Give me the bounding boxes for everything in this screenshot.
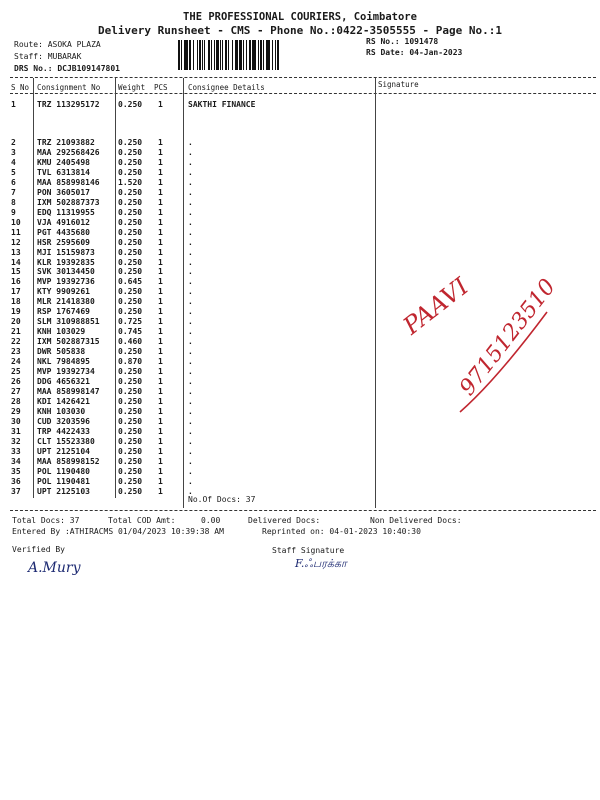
row-consignee: . bbox=[188, 307, 193, 317]
row-weight: 0.250 bbox=[118, 367, 143, 377]
table-row bbox=[0, 100, 600, 110]
row-consignment: PON 3605017 bbox=[37, 187, 90, 197]
row-pcs: 1 bbox=[158, 486, 163, 496]
row-sno: 22 bbox=[11, 337, 21, 347]
row-consignee: . bbox=[188, 337, 193, 347]
row-weight: 0.250 bbox=[118, 347, 143, 357]
row-consignee: . bbox=[188, 436, 193, 446]
row-pcs: 1 bbox=[158, 357, 163, 367]
row-weight: 0.250 bbox=[118, 267, 143, 277]
staff-signature: F.ஃபரக்கா bbox=[295, 557, 347, 570]
row-sno: 10 bbox=[11, 217, 21, 227]
handwritten-underline bbox=[455, 300, 555, 420]
row-weight: 0.250 bbox=[118, 456, 143, 466]
table-row bbox=[0, 287, 600, 297]
row-consignee: . bbox=[188, 257, 193, 267]
row-consignment: KDI 1426421 bbox=[37, 396, 90, 406]
row-consignee: . bbox=[188, 446, 193, 456]
row-consignee: . bbox=[188, 197, 193, 207]
row-sno: 26 bbox=[11, 377, 21, 387]
row-consignee: . bbox=[188, 187, 193, 197]
row-weight: 0.250 bbox=[118, 197, 143, 207]
row-sno: 24 bbox=[11, 357, 21, 367]
row-consignment: POL 1190481 bbox=[37, 476, 90, 486]
table-row bbox=[0, 138, 600, 148]
row-consignment: TVL 6313814 bbox=[37, 167, 90, 177]
row-consignment: IXM 502887315 bbox=[37, 337, 100, 347]
row-pcs: 1 bbox=[158, 287, 163, 297]
row-sno: 7 bbox=[11, 187, 16, 197]
col-header-weight: Weight bbox=[118, 83, 146, 92]
row-weight: 0.250 bbox=[118, 436, 143, 446]
row-consignee: . bbox=[188, 177, 193, 187]
row-weight: 0.250 bbox=[118, 100, 143, 109]
row-pcs: 1 bbox=[158, 456, 163, 466]
table-row bbox=[0, 437, 600, 447]
row-pcs: 1 bbox=[158, 476, 163, 486]
row-weight: 0.250 bbox=[118, 167, 143, 177]
row-sno: 11 bbox=[11, 227, 21, 237]
row-consignment: MAA 858998152 bbox=[37, 456, 100, 466]
rs-date: RS Date: 04-Jan-2023 bbox=[366, 48, 463, 57]
row-weight: 0.250 bbox=[118, 466, 143, 476]
row-sno: 9 bbox=[11, 207, 16, 217]
table-row bbox=[0, 168, 600, 178]
runsheet-title: Delivery Runsheet - CMS - Phone No.:0422-3505555 - Page No.:1 bbox=[98, 24, 502, 37]
row-consignment: DDG 4656321 bbox=[37, 377, 90, 387]
table-row bbox=[0, 487, 600, 497]
row-weight: 0.250 bbox=[118, 247, 143, 257]
row-consignee: . bbox=[188, 147, 193, 157]
row-sno: 8 bbox=[11, 197, 16, 207]
row-pcs: 1 bbox=[158, 157, 163, 167]
row-sno: 18 bbox=[11, 297, 21, 307]
row-weight: 0.645 bbox=[118, 277, 143, 287]
row-consignee: . bbox=[188, 456, 193, 466]
row-pcs: 1 bbox=[158, 436, 163, 446]
row-weight: 0.870 bbox=[118, 357, 143, 367]
row-sno: 34 bbox=[11, 456, 21, 466]
row-consignee: . bbox=[188, 247, 193, 257]
row-weight: 0.250 bbox=[118, 377, 143, 387]
row-consignment: CLT 15523380 bbox=[37, 436, 95, 446]
row-consignee: . bbox=[188, 227, 193, 237]
row-weight: 0.250 bbox=[118, 387, 143, 396]
row-consignee: . bbox=[188, 138, 193, 147]
total-cod-value: 0.00 bbox=[201, 516, 221, 525]
row-weight: 0.250 bbox=[118, 257, 143, 267]
row-consignment: EDQ 11319955 bbox=[37, 207, 95, 217]
row-sno: 3 bbox=[11, 147, 16, 157]
table-row bbox=[0, 148, 600, 158]
col-header-sno: S No bbox=[11, 83, 30, 92]
row-sno: 12 bbox=[11, 237, 21, 247]
row-consignment: POL 1190480 bbox=[37, 466, 90, 476]
row-weight: 0.745 bbox=[118, 327, 143, 337]
row-consignment: MVP 19392734 bbox=[37, 367, 95, 377]
row-sno: 35 bbox=[11, 466, 21, 476]
row-pcs: 1 bbox=[158, 416, 163, 426]
header-top-rule bbox=[10, 77, 596, 78]
row-pcs: 1 bbox=[158, 317, 163, 327]
row-consignment: KNH 103029 bbox=[37, 327, 86, 337]
row-pcs: 1 bbox=[158, 367, 163, 377]
row-sno: 6 bbox=[11, 177, 16, 187]
row-pcs: 1 bbox=[158, 100, 163, 109]
row-pcs: 1 bbox=[158, 387, 163, 396]
table-row bbox=[0, 238, 600, 248]
row-pcs: 1 bbox=[158, 207, 163, 217]
row-weight: 0.250 bbox=[118, 297, 143, 307]
entered-by: Entered By :ATHIRACMS 01/04/2023 10:39:38 AM bbox=[12, 527, 224, 536]
row-pcs: 1 bbox=[158, 307, 163, 317]
row-weight: 0.725 bbox=[118, 317, 143, 327]
row-sno: 33 bbox=[11, 446, 21, 456]
row-sno: 36 bbox=[11, 476, 21, 486]
row-consignment: RSP 1767469 bbox=[37, 307, 90, 317]
row-consignee: . bbox=[188, 387, 193, 396]
row-pcs: 1 bbox=[158, 466, 163, 476]
row-consignment: KMU 2405498 bbox=[37, 157, 90, 167]
row-sno: 20 bbox=[11, 317, 21, 327]
verified-by-label: Verified By bbox=[12, 545, 65, 554]
row-pcs: 1 bbox=[158, 426, 163, 436]
row-pcs: 1 bbox=[158, 277, 163, 287]
non-delivered-docs: Non Delivered Docs: bbox=[370, 516, 462, 525]
row-sno: 16 bbox=[11, 277, 21, 287]
table-row bbox=[0, 477, 600, 487]
row-weight: 0.250 bbox=[118, 237, 143, 247]
row-sno: 4 bbox=[11, 157, 16, 167]
row-consignment: TRZ 113295172 bbox=[37, 100, 100, 109]
row-consignee: . bbox=[188, 327, 193, 337]
row-consignee: . bbox=[188, 277, 193, 287]
row-sno: 32 bbox=[11, 436, 21, 446]
row-pcs: 1 bbox=[158, 257, 163, 267]
row-consignment: SLM 310988851 bbox=[37, 317, 100, 327]
table-row bbox=[0, 218, 600, 228]
row-pcs: 1 bbox=[158, 446, 163, 456]
table-row bbox=[0, 457, 600, 467]
row-consignee: . bbox=[188, 237, 193, 247]
row-sno: 37 bbox=[11, 486, 21, 496]
row-weight: 0.250 bbox=[118, 406, 143, 416]
row-consignee: . bbox=[188, 167, 193, 177]
table-row bbox=[0, 208, 600, 218]
row-sno: 27 bbox=[11, 387, 21, 396]
verified-signature: A.Mury bbox=[28, 560, 81, 576]
row-consignment: MAA 858998146 bbox=[37, 177, 100, 187]
row-sno: 19 bbox=[11, 307, 21, 317]
row-weight: 0.250 bbox=[118, 287, 143, 297]
row-consignment: IXM 502887373 bbox=[37, 197, 100, 207]
row-consignee: SAKTHI FINANCE bbox=[188, 100, 256, 109]
barcode bbox=[178, 40, 356, 70]
row-sno: 14 bbox=[11, 257, 21, 267]
row-consignment: MLR 21418380 bbox=[37, 297, 95, 307]
reprinted-on: Reprinted on: 04-01-2023 10:40:30 bbox=[262, 527, 421, 536]
no-of-docs: No.Of Docs: 37 bbox=[188, 495, 256, 504]
drs-number: DRS No.: DCJB109147801 bbox=[14, 64, 120, 73]
route-label: Route: ASOKA PLAZA bbox=[14, 40, 101, 49]
row-weight: 0.250 bbox=[118, 138, 143, 147]
row-sno: 28 bbox=[11, 396, 21, 406]
row-pcs: 1 bbox=[158, 337, 163, 347]
row-consignee: . bbox=[188, 377, 193, 387]
row-consignment: CUD 3203596 bbox=[37, 416, 90, 426]
row-weight: 0.250 bbox=[118, 426, 143, 436]
row-consignee: . bbox=[188, 416, 193, 426]
row-consignee: . bbox=[188, 347, 193, 357]
row-consignment: MAA 292568426 bbox=[37, 147, 100, 157]
row-sno: 21 bbox=[11, 327, 21, 337]
total-docs: Total Docs: 37 bbox=[12, 516, 80, 525]
row-pcs: 1 bbox=[158, 396, 163, 406]
row-consignment: NKL 7984895 bbox=[37, 357, 90, 367]
row-sno: 31 bbox=[11, 426, 21, 436]
row-consignment: SVK 30134450 bbox=[37, 267, 95, 277]
row-pcs: 1 bbox=[158, 177, 163, 187]
row-consignment: HSR 2595609 bbox=[37, 237, 90, 247]
row-consignee: . bbox=[188, 476, 193, 486]
row-pcs: 1 bbox=[158, 347, 163, 357]
handwritten-name: PAAVI bbox=[398, 272, 474, 341]
row-sno: 1 bbox=[11, 100, 16, 109]
row-consignment: UPT 2125104 bbox=[37, 446, 90, 456]
row-sno: 2 bbox=[11, 138, 16, 147]
row-consignment: KNH 103030 bbox=[37, 406, 86, 416]
row-sno: 15 bbox=[11, 267, 21, 277]
row-sno: 25 bbox=[11, 367, 21, 377]
table-row bbox=[0, 188, 600, 198]
staff-signature-label: Staff Signature bbox=[272, 546, 345, 555]
row-consignment: KTY 9909261 bbox=[37, 287, 90, 297]
row-consignee: . bbox=[188, 466, 193, 476]
col-header-details: Consignee Details bbox=[188, 83, 265, 92]
table-row bbox=[0, 178, 600, 188]
row-consignee: . bbox=[188, 207, 193, 217]
footer-rule bbox=[10, 510, 596, 511]
row-consignee: . bbox=[188, 367, 193, 377]
row-consignee: . bbox=[188, 157, 193, 167]
row-sno: 23 bbox=[11, 347, 21, 357]
row-pcs: 1 bbox=[158, 247, 163, 257]
row-weight: 0.250 bbox=[118, 187, 143, 197]
barcode-bar bbox=[279, 40, 282, 70]
row-weight: 0.250 bbox=[118, 486, 143, 496]
row-consignment: UPT 2125103 bbox=[37, 486, 90, 496]
header-bottom-rule bbox=[10, 93, 596, 94]
row-consignment: MVP 19392736 bbox=[37, 277, 95, 287]
row-consignee: . bbox=[188, 406, 193, 416]
row-pcs: 1 bbox=[158, 406, 163, 416]
row-weight: 0.250 bbox=[118, 446, 143, 456]
row-sno: 29 bbox=[11, 406, 21, 416]
row-consignment: MJI 15159873 bbox=[37, 247, 95, 257]
rs-number: RS No.: 1091478 bbox=[366, 37, 439, 46]
row-consignee: . bbox=[188, 357, 193, 367]
row-weight: 1.520 bbox=[118, 177, 143, 187]
row-consignee: . bbox=[188, 217, 193, 227]
row-sno: 17 bbox=[11, 287, 21, 297]
row-weight: 0.250 bbox=[118, 147, 143, 157]
delivered-docs: Delivered Docs: bbox=[248, 516, 321, 525]
row-consignment: PGT 4435680 bbox=[37, 227, 90, 237]
row-pcs: 1 bbox=[158, 237, 163, 247]
row-pcs: 1 bbox=[158, 267, 163, 277]
col-header-signature: Signature bbox=[378, 80, 419, 89]
row-weight: 0.250 bbox=[118, 396, 143, 406]
row-sno: 30 bbox=[11, 416, 21, 426]
table-row bbox=[0, 248, 600, 258]
row-pcs: 1 bbox=[158, 377, 163, 387]
row-weight: 0.250 bbox=[118, 416, 143, 426]
row-consignment: KLR 19392835 bbox=[37, 257, 95, 267]
row-consignee: . bbox=[188, 486, 193, 496]
table-row bbox=[0, 198, 600, 208]
col-header-pcs: PCS bbox=[154, 83, 168, 92]
row-consignee: . bbox=[188, 297, 193, 307]
row-weight: 0.250 bbox=[118, 476, 143, 486]
row-weight: 0.250 bbox=[118, 217, 143, 227]
table-row bbox=[0, 228, 600, 238]
row-weight: 0.250 bbox=[118, 307, 143, 317]
col-header-consignment: Consignment No bbox=[37, 83, 101, 92]
table-row bbox=[0, 447, 600, 457]
row-consignment: VJA 4916012 bbox=[37, 217, 90, 227]
staff-label: Staff: MUBARAK bbox=[14, 52, 82, 61]
row-pcs: 1 bbox=[158, 187, 163, 197]
row-consignee: . bbox=[188, 426, 193, 436]
row-pcs: 1 bbox=[158, 197, 163, 207]
table-row bbox=[0, 267, 600, 277]
row-weight: 0.250 bbox=[118, 227, 143, 237]
table-row bbox=[0, 258, 600, 268]
company-title: THE PROFESSIONAL COURIERS, Coimbatore bbox=[183, 11, 417, 23]
row-consignment: TRZ 21093882 bbox=[37, 138, 95, 147]
table-row bbox=[0, 277, 600, 287]
row-pcs: 1 bbox=[158, 327, 163, 337]
row-pcs: 1 bbox=[158, 167, 163, 177]
row-consignee: . bbox=[188, 287, 193, 297]
row-weight: 0.250 bbox=[118, 157, 143, 167]
row-sno: 13 bbox=[11, 247, 21, 257]
row-weight: 0.460 bbox=[118, 337, 143, 347]
table-row bbox=[0, 467, 600, 477]
row-pcs: 1 bbox=[158, 138, 163, 147]
row-consignment: DWR 505838 bbox=[37, 347, 86, 357]
row-consignee: . bbox=[188, 317, 193, 327]
row-consignment: TRP 4422433 bbox=[37, 426, 90, 436]
row-consignee: . bbox=[188, 396, 193, 406]
row-pcs: 1 bbox=[158, 147, 163, 157]
row-consignee: . bbox=[188, 267, 193, 277]
row-pcs: 1 bbox=[158, 217, 163, 227]
handwritten-phone: 9715123510 bbox=[455, 274, 561, 401]
table-row bbox=[0, 158, 600, 168]
table-row bbox=[0, 427, 600, 437]
row-sno: 5 bbox=[11, 167, 16, 177]
row-pcs: 1 bbox=[158, 227, 163, 237]
row-pcs: 1 bbox=[158, 297, 163, 307]
row-weight: 0.250 bbox=[118, 207, 143, 217]
total-cod-label: Total COD Amt: bbox=[108, 516, 176, 525]
row-consignment: MAA 858998147 bbox=[37, 387, 100, 396]
